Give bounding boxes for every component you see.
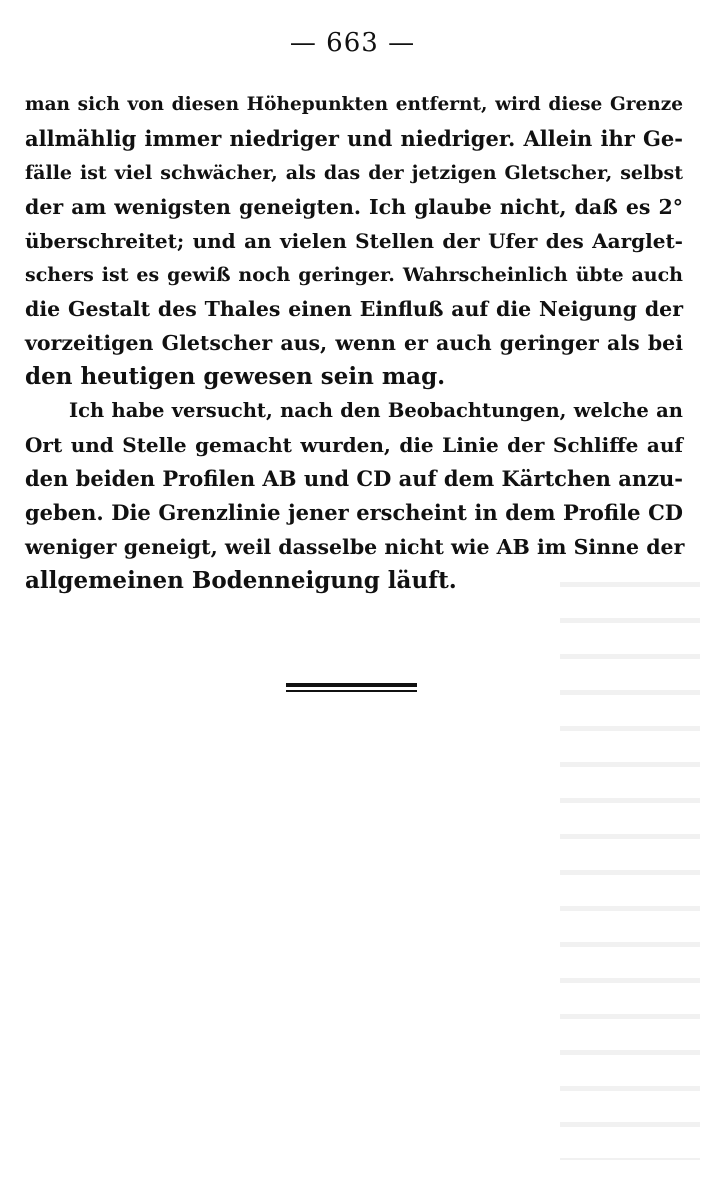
- text-line: vorzeitigen Gletscher aus, wenn er auch geringer als bei: [25, 331, 683, 355]
- text-line: den heutigen gewesen sein mag.: [25, 363, 446, 390]
- rule-thin-line: [286, 690, 417, 692]
- page-number: — 663 —: [289, 28, 416, 58]
- text-line: allmählig immer niedriger und niedriger. Allein ihr Ge-: [25, 126, 683, 151]
- text-line: allgemeinen Bodenneigung läuft.: [25, 567, 457, 594]
- text-line: die Gestalt des Thales einen Einfluß auf die Neigung der: [25, 297, 683, 321]
- text-line: den beiden Profilen AB und CD auf dem Kärtchen anzu-: [25, 466, 683, 491]
- paragraph-1: [25, 88, 683, 394]
- body-text: [25, 88, 683, 598]
- text-line: man sich von diesen Höhepunkten entfernt, wird diese Grenze: [25, 94, 683, 115]
- text-line: Ort und Stelle gemacht wurden, die Linie der Schliffe auf: [25, 433, 683, 457]
- text-line: Ich habe versucht, nach den Beobachtungen, welche an: [69, 399, 683, 422]
- rule-thick-line: [286, 683, 417, 687]
- text-line: geben. Die Grenzlinie jener erscheint in dem Profile CD: [25, 500, 683, 525]
- reverse-side-bleed-through: [560, 560, 700, 1160]
- text-line: fälle ist viel schwächer, als das der jetzigen Gletscher, selbst: [25, 162, 683, 184]
- text-line: schers ist es gewiß noch geringer. Wahrscheinlich übte auch: [25, 264, 683, 286]
- text-line: überschreitet; und an vielen Stellen der Ufer des Aarglet-: [25, 229, 683, 253]
- section-end-rule: [286, 683, 417, 692]
- text-line: weniger geneigt, weil dasselbe nicht wie AB im Sinne der: [25, 535, 685, 559]
- text-line: der am wenigsten geneigten. Ich glaube nicht, daß es 2°: [25, 195, 683, 219]
